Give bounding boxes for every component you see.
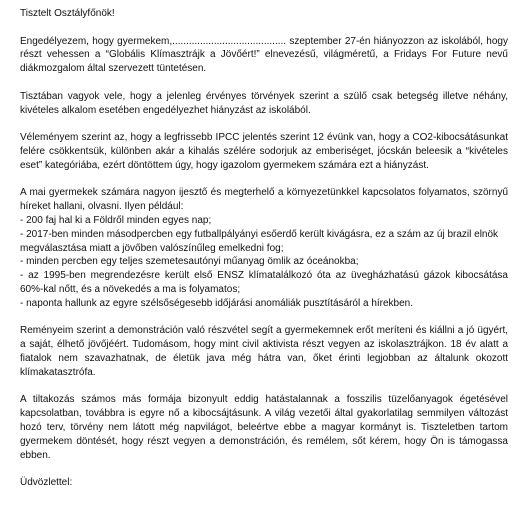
signoff: Üdvözlettel: xyxy=(20,477,73,489)
paragraph-closing: A tiltakozás számos más formája bizonyult eddig hatástalannak a fosszilis tüzelőanyagok égetésével kapcsolatban, továbbra is egyre nő a kibocsájtásunk. A világ vezetői által gyakorlatilag semmilyen változást hozó terv, törvény nem látott még napvilágot, beleértve ebbe a magyar kormányt is. Tiszteletben tartom gyermekem döntését, hogy részt vegyen a demonstráción, és remélem, sőt kérem, hogy Ön is támogassa ebben. xyxy=(20,394,508,461)
letter-body xyxy=(20,7,508,490)
paragraph-list-intro: A mai gyermekek számára nagyon ijesztő és megterhelő a környezetünkkel kapcsolatos folyamatos, szörnyű híreket hallani, olvasni. Ilyen például: xyxy=(20,187,508,213)
list-item-rainforest: - 2017-ben minden másodpercben egy futballpályányi esőerdő került kivágásra, ez a szám az új brazil elnök megválasztása miatt a jövőben valószínűleg emelkedni fog; xyxy=(20,228,499,254)
salutation: Tisztelt Osztályfőnök! xyxy=(20,8,115,19)
paragraph-permission: Engedélyezem, hogy gyermekem,......................................... szeptember 27-én hiányozzon az iskolából, hogy részt vehessen a “Globális Klímasztrájk a Jövőért!” elnevezésű, világméretű, a Fridays For Future nevű diákmozgalom által szervezett tüntetésen. xyxy=(20,35,508,75)
paragraph-hope: Reményeim szerint a demonstráción való részvétel segít a gyermekemnek erőt meríteni és kiállni a jó ügyért, a saját, élhető jövőjéért. Tudomásom, hogy mint civil aktivista részt vegyen az iskolasztrájkon. 18 év alatt a fiatalok nem szavazhatnak, de életük java még hátra van, őket érinti legjobban az általunk okozott klímakatasztrófa. xyxy=(20,325,508,378)
list-item-plastic: - minden percben egy teljes szemetesautónyi műanyag ömlik az óceánokba; xyxy=(20,256,359,268)
list-item-emissions: - az 1995-ben megrendezésre került első ENSZ klímatalálkozó óta az üvegházhatású gázok kibocsátása 60%-kal nőtt, és a növekedés a ma is folyamatos; xyxy=(20,270,508,295)
list-item-species: - 200 faj hal ki a Földről minden egyes nap; xyxy=(20,214,212,226)
paragraph-ipcc: Véleményem szerint az, hogy a legfrissebb IPCC jelentés szerint 12 évünk van, hogy a CO2-kibocsátásunkat felére csökkentsük, különben akár a kihalás szélére sodorjuk az emberiséget, jócskán beleesik a “kivételes eset” kategóriába, ezért döntöttem úgy, hogy igazolom gyermekem számára ezt a hiányzást. xyxy=(20,132,508,171)
paragraph-law: Tisztában vagyok vele, hogy a jelenleg érvényes törvények szerint a szülő csak betegség illetve néhány, kivételes alkalom esetében engedélyezhet hiányzást az iskolából. xyxy=(20,90,508,116)
list-item-weather: - naponta hallunk az egyre szélsőségesebb időjárási anomáliák pusztításáról a hírekben. xyxy=(20,297,414,309)
